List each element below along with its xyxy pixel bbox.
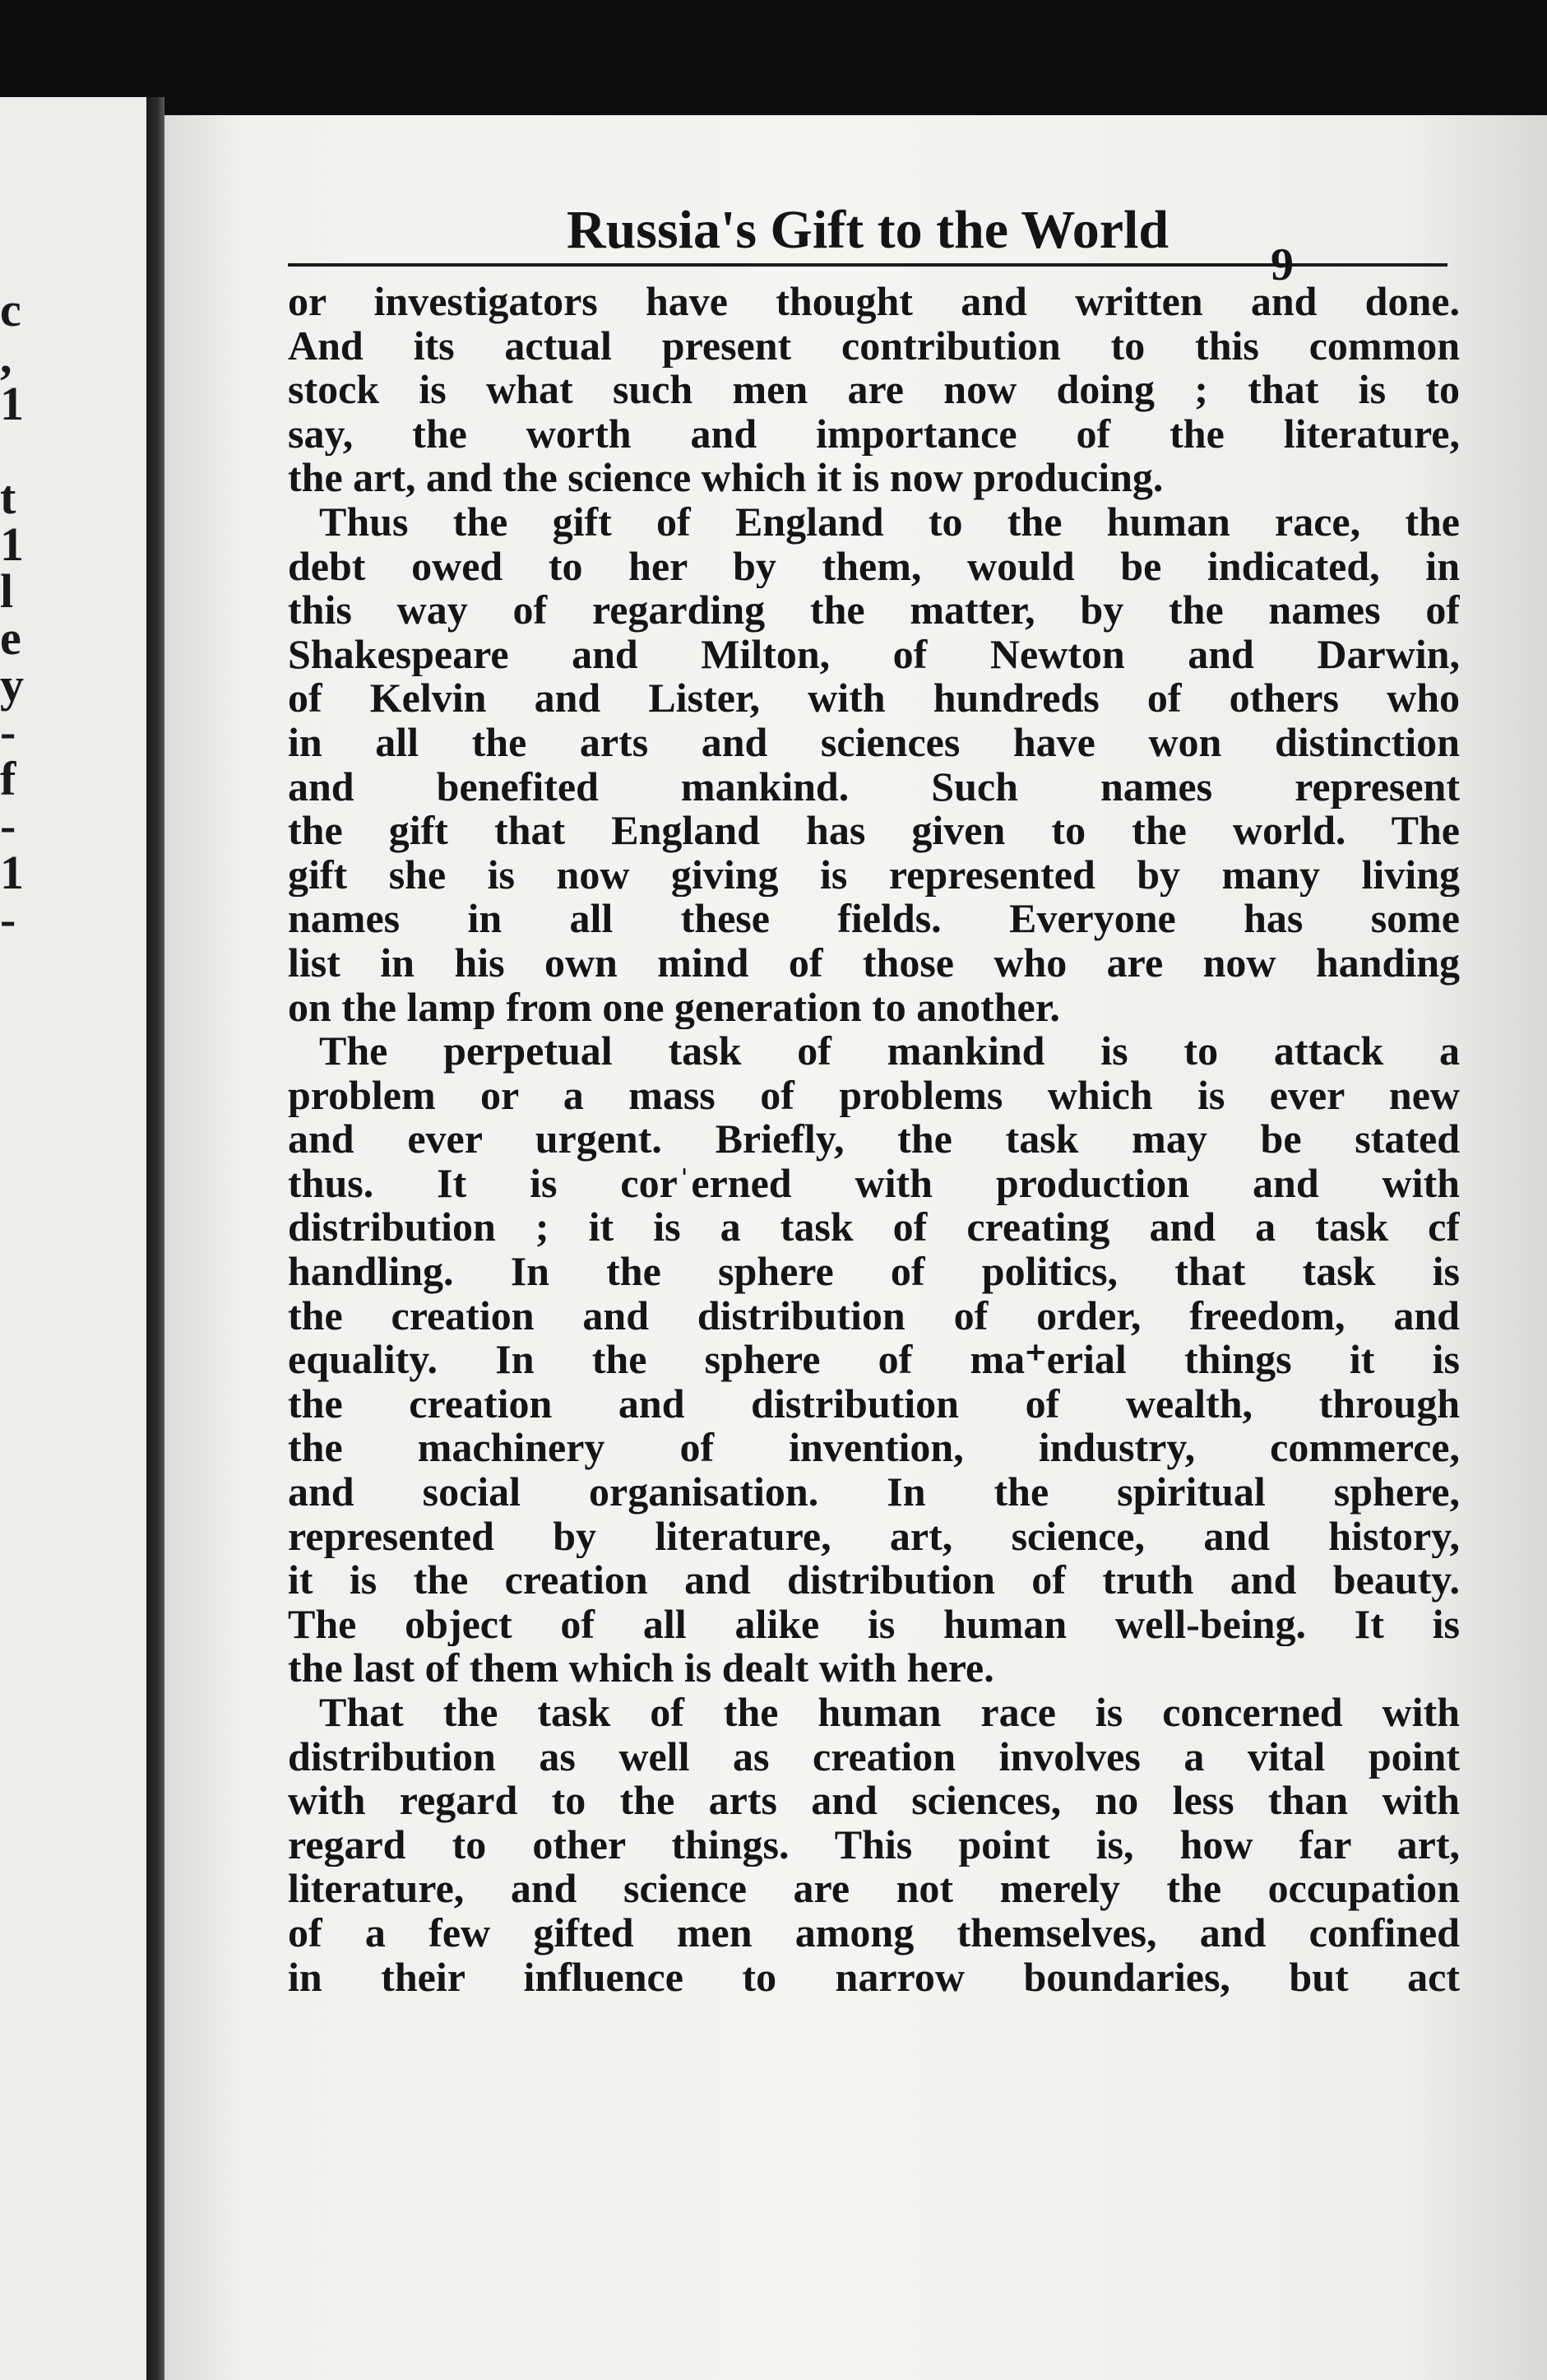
page-number: 9 (1271, 239, 1294, 290)
text-line: The object of all alike is human well-being. It is (288, 1602, 1460, 1647)
text-line: in their influence to narrow boundaries, but act (288, 1955, 1460, 2000)
text-line: and benefited mankind. Such names represent (288, 764, 1460, 810)
body-text (288, 280, 1460, 1999)
text-line: the last of them which is dealt with here. (288, 1646, 994, 1691)
book-page (164, 115, 1547, 2380)
text-line: in all the arts and sciences have won distinction (288, 720, 1460, 765)
text-line: literature, and science are not merely the occupation (288, 1867, 1460, 1911)
text-line: regard to other things. This point is, how far art, (288, 1822, 1460, 1867)
text-line: distribution ; it is a task of creating and a task cf (288, 1205, 1460, 1250)
page-gutter (146, 97, 164, 2380)
text-line: thus. It is corˈerned with production and with (288, 1161, 1460, 1206)
text-line: stock is what such men are now doing ; that is to (288, 368, 1460, 412)
text-line: the creation and distribution of order, freedom, and (288, 1293, 1460, 1338)
previous-page-fragment (0, 427, 33, 474)
text-line: of a few gifted men among themselves, and confined (288, 1910, 1460, 1955)
text-line: problem or a mass of problems which is ever new (288, 1073, 1460, 1118)
text-line: say, the worth and importance of the literature, (288, 411, 1460, 457)
text-line: And its actual present contribution to this common (288, 323, 1460, 369)
text-line: this way of regarding the matter, by the names of (288, 588, 1460, 633)
text-line: Thus the gift of England to the human race, the (319, 499, 1460, 545)
previous-page-fragment: 1 (0, 846, 24, 899)
text-line: handling. In the sphere of politics, that task is (288, 1250, 1460, 1294)
text-line: names in all these fields. Everyone has some (288, 897, 1460, 941)
text-line: That the task of the human race is concerned with (319, 1691, 1460, 1735)
text-line: distribution as well as creation involves a vital point (288, 1734, 1460, 1779)
text-line: list in his own mind of those who are now handing (288, 940, 1460, 986)
text-line: gift she is now giving is represented by many living (288, 852, 1460, 898)
text-line: and ever urgent. Briefly, the task may be stated (288, 1117, 1460, 1162)
text-line: with regard to the arts and sciences, no less than with (288, 1779, 1460, 1823)
previous-page-fragment: 1 (0, 377, 24, 430)
previous-page-edge (0, 97, 146, 2380)
text-line: it is the creation and distribution of truth and beauty. (288, 1558, 1460, 1603)
text-line: The perpetual task of mankind is to attack a (319, 1029, 1460, 1074)
previous-page-fragment: - (0, 705, 16, 759)
previous-page-fragment: y (0, 658, 24, 712)
text-line: equality. In the sphere of ma⁺erial things it is (288, 1338, 1460, 1382)
text-line: and social organisation. In the spiritual sphere, (288, 1470, 1460, 1515)
text-line: represented by literature, art, science, and history, (288, 1514, 1460, 1559)
previous-page-fragment: f (0, 752, 16, 805)
text-line: the gift that England has given to the world. The (288, 809, 1460, 853)
previous-page-fragment: - (0, 893, 16, 946)
previous-page-text-fragments (0, 283, 33, 946)
previous-page-fragment: t (0, 471, 16, 524)
text-line: the creation and distribution of wealth, through (288, 1381, 1460, 1427)
text-line: the art, and the science which it is now producing. (288, 456, 1164, 500)
previous-page-fragment: 1 (0, 517, 24, 571)
text-line: Shakespeare and Milton, of Newton and Darwin, (288, 632, 1460, 677)
text-line: the machinery of invention, industry, commerce, (288, 1426, 1460, 1471)
previous-page-fragment: c (0, 283, 21, 336)
previous-page-fragment: , (0, 330, 12, 383)
text-line: of Kelvin and Lister, with hundreds of others who (288, 676, 1460, 721)
previous-page-fragment: - (0, 799, 16, 852)
text-line: or investigators have thought and written and done. (288, 280, 1460, 324)
previous-page-fragment: l (0, 564, 14, 618)
scan-top-border (0, 0, 1547, 115)
running-title: Russia's Gift to the World (566, 200, 1170, 260)
previous-page-fragment: e (0, 611, 21, 665)
text-line: debt owed to her by them, would be indicated, in (288, 544, 1460, 589)
text-line: on the lamp from one generation to another. (288, 985, 1060, 1030)
